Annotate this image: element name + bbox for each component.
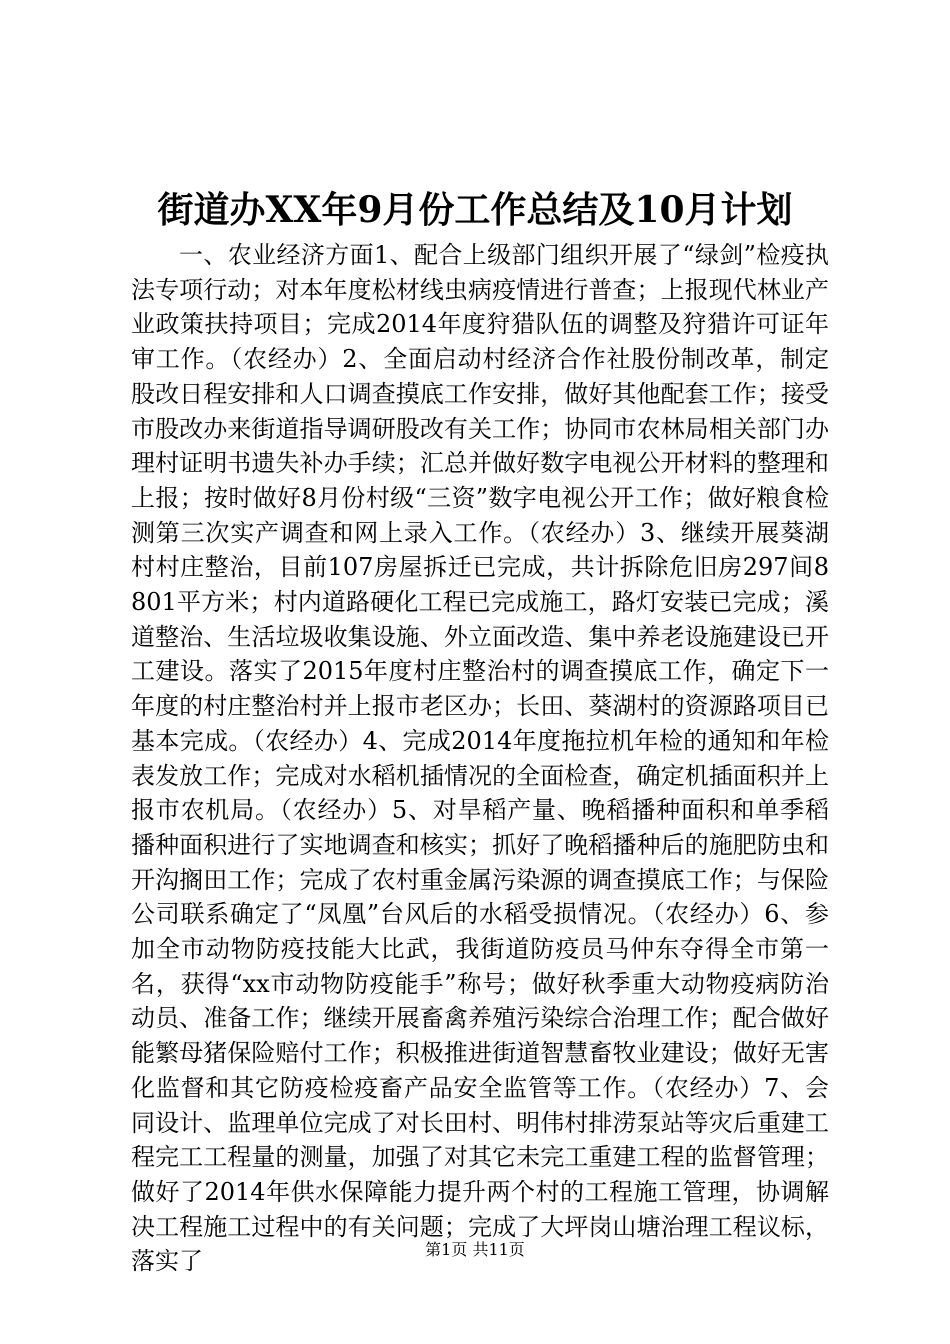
document-title: 街道办XX年9月份工作总结及10月计划 <box>157 189 793 231</box>
document-body-paragraph: 一、农业经济方面1、配合上级部门组织开展了“绿剑”检疫执法专项行动；对本年度松材线虫病疫情进行普查；上报现代林业产业政策扶持项目；完成2014年度狩猎队伍的调整及狩猎许可证年审工作。（农经办）2、全面启动村经济合作社股份制改革，制定股改日程安排和人口调查摸底工作安排，做好其他配套工作；接受市股改办来街道指导调研股改有关工作；协同市农林局相关部门办理村证明书遗失补办手续；汇总并做好数字电视公开材料的整理和上报；按时做好8月份村级“三资”数字电视公开工作；做好粮食检测第三次实产调查和网上录入工作。（农经办）3、继续开展葵湖村村庄整治，目前107房屋拆迁已完成，共计拆除危旧房297间8801平方米；村内道路硬化工程已完成施工，路灯安装已完成；溪道整治、生活垃圾收集设施、外立面改造、集中养老设施建设已开工建设。落实了2015年度村庄整治村的调查摸底工作，确定下一年度的村庄整治村并上报市老区办；长田、葵湖村的资源路项目已基本完成。（农经办）4、完成2014年度拖拉机年检的通知和年检表发放工作；完成对水稻机插情况的全面检查，确定机插面积并上报市农机局。（农经办）5、对旱稻产量、晚稻播种面积和单季稻播种面积进行了实地调查和核实；抓好了晚稻播种后的施肥防虫和开沟搁田工作；完成了农村重金属污染源的调查摸底工作；与保险公司联系确定了“凤凰”台风后的水稻受损情况。（农经办）6、参加全市动物防疫技能大比武，我街道防疫员马仲东夺得全市第一名，获得“xx市动物防疫能手”称号；做好秋季重大动物疫病防治动员、准备工作；继续开展畜禽养殖污染综合治理工作；配合做好能繁母猪保险赔付工作；积极推进街道智慧畜牧业建设；做好无害化监督和其它防疫检疫畜产品安全监管等工作。（农经办）7、会同设计、监理单位完成了对长田村、明伟村排涝泵站等灾后重建工程完工工程量的测量，加强了对其它未完工重建工程的监督管理；做好了2014年供水保障能力提升两个村的工程施工管理，协调解决工程施工过程中的有关问题；完成了大坪岗山塘治理工程议标，落实了 <box>131 241 829 1276</box>
page-number-footer: 第1页 共11页 <box>425 1240 525 1259</box>
